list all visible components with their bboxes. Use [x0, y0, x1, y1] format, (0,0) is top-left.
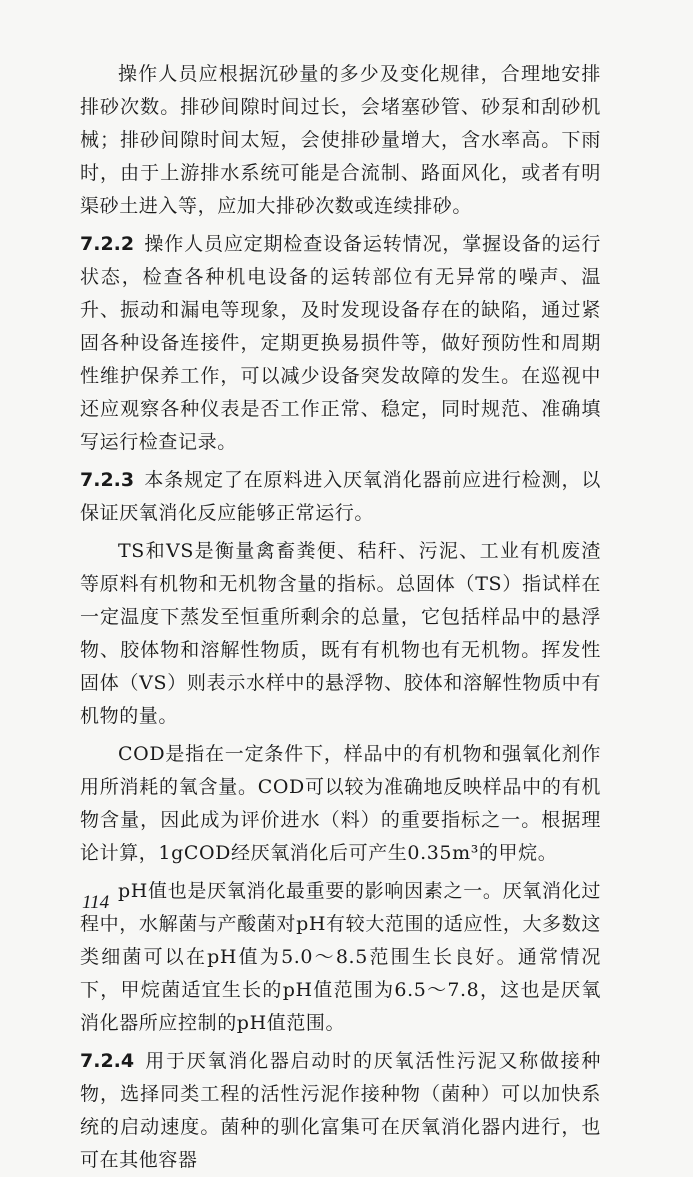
- paragraph-7-2-2: [80, 228, 601, 459]
- paragraph-text: COD是指在一定条件下，样品中的有机物和强氧化剂作用所消耗的氧含量。COD可以较为准确地反映样品中的有机物含量，因此成为评价进水（料）的重要指标之一。根据理论计算，1gCOD经厌氧消化后可产生0.35m³的甲烷。: [80, 743, 601, 864]
- section-number: 7.2.2: [80, 233, 135, 255]
- paragraph-7-2-4: [80, 1045, 601, 1177]
- section-number: 7.2.4: [80, 1050, 135, 1072]
- paragraph-ph: [80, 875, 601, 1040]
- paragraph-text: 本条规定了在原料进入厌氧消化器前应进行检测，以保证厌氧消化反应能够正常运行。: [80, 469, 601, 524]
- paragraph-text: TS和VS是衡量禽畜粪便、秸秆、污泥、工业有机废渣等原料有机物和无机物含量的指标。总固体（TS）指试样在一定温度下蒸发至恒重所剩余的总量，它包括样品中的悬浮物、胶体物和溶解性物质，既有有机物也有无机物。挥发性固体（VS）则表示水样中的悬浮物、胶体和溶解性物质中有机物的量。: [80, 540, 601, 727]
- page-number: 114: [82, 892, 110, 913]
- paragraph-7-2-3: [80, 464, 601, 530]
- paragraph-text: 操作人员应根据沉砂量的多少及变化规律，合理地安排排砂次数。排砂间隙时间过长，会堵塞砂管、砂泵和刮砂机械；排砂间隙时间太短，会使排砂量增大，含水率高。下雨时，由于上游排水系统可能是合流制、路面风化，或者有明渠砂土进入等，应加大排砂次数或连续排砂。: [80, 63, 601, 217]
- paragraph-text: 用于厌氧消化器启动时的厌氧活性污泥又称做接种物，选择同类工程的活性污泥作接种物（菌种）可以加快系统的启动速度。菌种的驯化富集可在厌氧消化器内进行，也可在其他容器: [80, 1050, 601, 1171]
- paragraph-cod: [80, 738, 601, 870]
- paragraph-1: [80, 58, 601, 223]
- paragraph-text: pH值也是厌氧消化最重要的影响因素之一。厌氧消化过程中，水解菌与产酸菌对pH有较大范围的适应性，大多数这类细菌可以在pH值为5.0～8.5范围生长良好。通常情况下，甲烷菌适宜生长的pH值范围为6.5～7.8，这也是厌氧消化器所应控制的pH值范围。: [80, 880, 601, 1034]
- paragraph-text: 操作人员应定期检查设备运转情况，掌握设备的运行状态，检查各种机电设备的运转部位有无异常的噪声、温升、振动和漏电等现象，及时发现设备存在的缺陷，通过紧固各种设备连接件，定期更换易损件等，做好预防性和周期性维护保养工作，可以减少设备突发故障的发生。在巡视中还应观察各种仪表是否工作正常、稳定，同时规范、准确填写运行检查记录。: [80, 233, 601, 453]
- section-number: 7.2.3: [80, 469, 135, 491]
- paragraph-ts-vs: [80, 535, 601, 733]
